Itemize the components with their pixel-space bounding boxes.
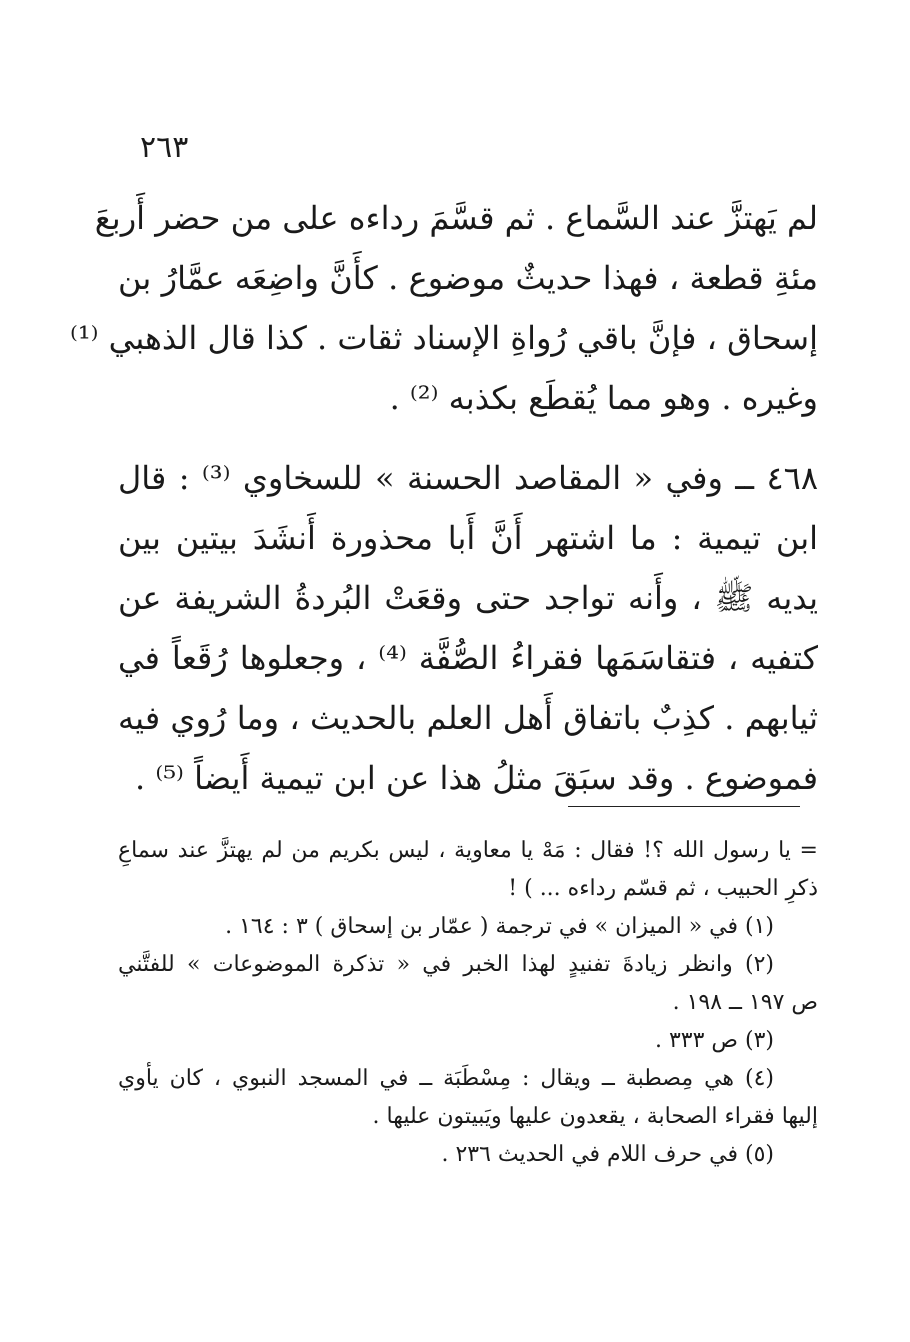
main-text bbox=[69, 188, 819, 808]
footnote-5: (٥) في حرف اللام في الحديث ٢٣٦ . bbox=[441, 1142, 774, 1167]
text-line: يديه ﷺ ، وأَنه تواجد حتى وقعَتْ البُردةُ الشريفة عن bbox=[118, 579, 818, 617]
footnote-continuation-line: ذكرِ الحبيب ، ثم قسّم رداءه ... ) ! bbox=[508, 876, 818, 901]
paragraph-gap bbox=[118, 428, 818, 448]
footnotes bbox=[118, 832, 818, 1174]
footnote-3: (٣) ص ٣٣٣ . bbox=[654, 1028, 774, 1053]
footnote-continuation-line: = يا رسول الله ؟! فقال : مَهْ يا معاوية ، ليس بكريم من لم يهتزَّ عند سماعِ bbox=[118, 838, 818, 863]
footnote-4-line: إليها فقراء الصحابة ، يقعدون عليها ويَبيتون عليها . bbox=[372, 1104, 818, 1129]
page-number: ٢٦٣ bbox=[140, 130, 189, 165]
text-line: إسحاق ، فإنَّ باقي رُواةِ الإسناد ثقات . كذا قال الذهبي ⁽¹⁾ bbox=[69, 319, 818, 357]
text-line: كتفيه ، فتقاسَمَها فقراءُ الصُّفَّة ⁽⁴⁾ ، وجعلوها رُقَعاً في bbox=[118, 639, 819, 677]
text-line: ثيابهم . كذِبٌ باتفاق أَهل العلم بالحديث ، وما رُوي فيه bbox=[118, 699, 818, 737]
footnote-2-line: ص ١٩٧ ــ ١٩٨ . bbox=[672, 990, 818, 1015]
text-line: لم يَهتزَّ عند السَّماع . ثم قسَّمَ رداءه على من حضر أَربعَ bbox=[94, 199, 818, 237]
text-line: ابن تيمية : ما اشتهر أَنَّ أَبا محذورة أَنشَدَ بيتين بين bbox=[118, 519, 818, 557]
text-line: وغيره . وهو مما يُقطَع بكذبه ⁽²⁾ . bbox=[389, 379, 818, 417]
text-line: ٤٦٨ ــ وفي « المقاصد الحسنة » للسخاوي ⁽³⁾ : قال bbox=[118, 459, 818, 497]
text-line: مئةِ قطعة ، فهذا حديثٌ موضوع . كأَنَّ واضِعَه عمَّارُ بن bbox=[118, 259, 818, 297]
footnote-2: (٢) وانظر زيادةَ تفنيدٍ لهذا الخبر في « تذكرة الموضوعات » للفتَّني bbox=[118, 952, 774, 977]
footnote-1: (١) في « الميزان » في ترجمة ( عمّار بن إسحاق ) ٣ : ١٦٤ . bbox=[225, 914, 774, 939]
footnote-separator bbox=[568, 806, 800, 807]
footnote-4: (٤) هي مِصطبة ــ ويقال : مِسْطَبَة ــ في المسجد النبوي ، كان يأوي bbox=[118, 1066, 774, 1091]
text-line: فموضوع . وقد سبَقَ مثلُ هذا عن ابن تيمية أَيضاً ⁽⁵⁾ . bbox=[135, 759, 818, 797]
